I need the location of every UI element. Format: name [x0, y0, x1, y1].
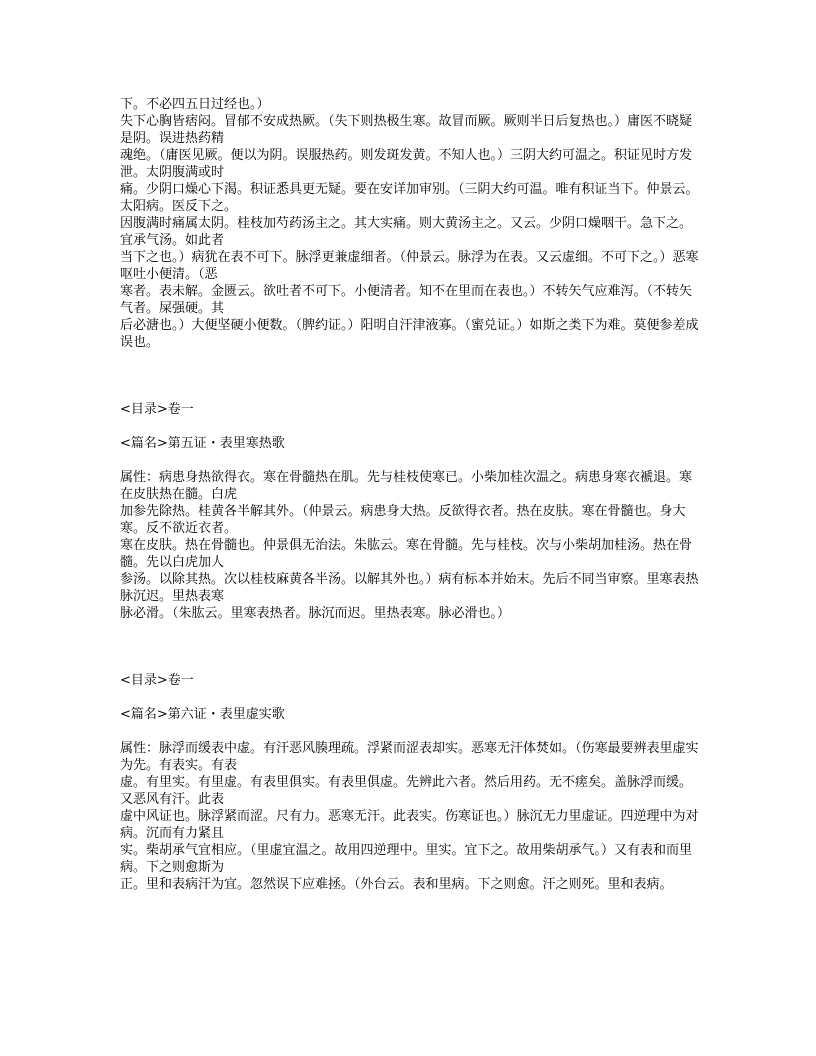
paragraph-line: 魂绝。（庸医见厥。便以为阴。误服热药。则发斑发黄。不知人也。）三阴大约可温之。积证见时方发泄。太阴腹满或时 [120, 148, 693, 180]
paragraph-line: 痛。少阴口燥心下渴。积证悉具更无疑。要在安详加审别。（三阴大约可温。唯有积证当下。仲景云。太阳病。医反下之。 [120, 182, 699, 214]
paragraph-line: 参汤。以除其热。次以桂枝麻黄各半汤。以解其外也。）病有标本并始末。先后不同当审察。里寒表热脉沉迟。里热表寒 [120, 572, 699, 604]
toc-label: <目录>卷一 [120, 673, 194, 688]
paragraph-line: 实。柴胡承气宜相应。（里虚宜温之。故用四逆理中。里实。宜下之。故用柴胡承气。）又有表和而里病。下之则愈斯为 [120, 843, 693, 875]
section-title: <篇名>第五证・表里寒热歌 [120, 436, 285, 451]
section-sixth [120, 672, 700, 893]
paragraph-line: 正。里和表病汗为宜。忽然误下应难拯。（外台云。表和里病。下之则愈。汗之则死。里和表病。 [120, 877, 673, 892]
top-text-block [120, 96, 700, 351]
paragraph-line: 后必溏也。）大便坚硬小便数。（脾约证。）阳明自汗津液寡。（蜜兑证。）如斯之类下为难。莫便参差成误也。 [120, 318, 699, 350]
paragraph-line: 寒者。表未解。金匮云。欲吐者不可下。小便清者。知不在里而在表也。）不转矢气应难泻。（不转矢气者。屎强硬。其 [120, 284, 693, 316]
section-title: <篇名>第六证・表里虚实歌 [120, 707, 285, 722]
paragraph-line: 因腹满时痛属太阴。桂枝加芍药汤主之。其大实痛。则大黄汤主之。又云。少阴口燥咽干。急下之。宜承气汤。如此者 [120, 216, 693, 248]
paragraph-line: 失下心胸皆痞闷。冒郁不安成热厥。（失下则热极生寒。故冒而厥。厥则半日后复热也。）庸医不晓疑是阴。误进热药精 [120, 114, 693, 146]
paragraph-line: 当下之也。）病犹在表不可下。脉浮更兼虚细者。（仲景云。脉浮为在表。又云虚细。不可下之。）恶寒呕吐小便清。（恶 [120, 250, 699, 282]
paragraph-line: 寒在皮肤。热在骨髓也。仲景俱无治法。朱肱云。寒在骨髓。先与桂枝。次与小柴胡加桂汤。热在骨髓。先以白虎加人 [120, 538, 693, 570]
section-fifth [120, 401, 700, 622]
paragraph-line: 脉必滑。（朱肱云。里寒表热者。脉沉而迟。里热表寒。脉必滑也。） [120, 606, 511, 621]
toc-label: <目录>卷一 [120, 402, 194, 417]
paragraph-line: 属性：脉浮而缓表中虚。有汗恶风腠理疏。浮紧而涩表却实。恶寒无汗体焚如。（伤寒最要辨表里虚实为先。有表实。有表 [120, 741, 699, 773]
paragraph-line: 加参先除热。桂黄各半解其外。（仲景云。病患身大热。反欲得衣者。热在皮肤。寒在骨髓也。身大寒。反不欲近衣者。 [120, 504, 686, 536]
paragraph-line: 下。不必四五日过经也。） [120, 97, 270, 112]
paragraph-line: 属性：病患身热欲得衣。寒在骨髓热在肌。先与桂枝使寒已。小柴加桂次温之。病患身寒衣褫退。寒在皮肤热在髓。白虎 [120, 470, 693, 502]
paragraph-line: 虚中风证也。脉浮紧而涩。尺有力。恶寒无汗。此表实。伤寒证也。）脉沉无力里虚证。四逆理中为对病。沉而有力紧且 [120, 809, 699, 841]
paragraph-line: 虚。有里实。有里虚。有表里俱实。有表里俱虚。先辨此六者。然后用药。无不瘥矣。盖脉浮而缓。又恶风有汗。此表 [120, 775, 693, 807]
document-page [120, 96, 700, 893]
